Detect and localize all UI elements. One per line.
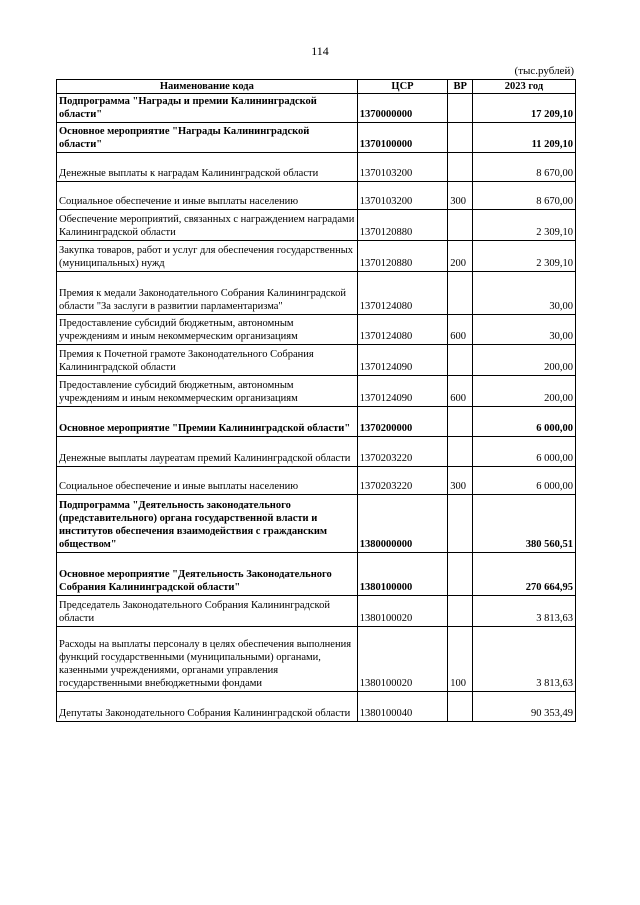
cell-vr bbox=[448, 153, 473, 182]
cell-sum: 200,00 bbox=[473, 345, 576, 376]
cell-sum: 2 309,10 bbox=[473, 241, 576, 272]
cell-name: Расходы на выплаты персоналу в целях обеспечения выполнения функций государственными (муниципальными) органами, казенными учреждениями, органами управления государственными внебюджетными фондами bbox=[57, 627, 358, 692]
table-row bbox=[57, 627, 576, 692]
table-row bbox=[57, 272, 576, 315]
cell-name: Социальное обеспечение и иные выплаты населению bbox=[57, 182, 358, 210]
cell-vr: 200 bbox=[448, 241, 473, 272]
cell-sum: 6 000,00 bbox=[473, 407, 576, 437]
table-row bbox=[57, 345, 576, 376]
cell-sum: 3 813,63 bbox=[473, 627, 576, 692]
cell-vr bbox=[448, 210, 473, 241]
cell-csr: 1380100000 bbox=[357, 553, 448, 596]
cell-name: Основное мероприятие "Награды Калининградской области" bbox=[57, 123, 358, 153]
cell-sum: 17 209,10 bbox=[473, 94, 576, 123]
cell-vr bbox=[448, 553, 473, 596]
cell-sum: 3 813,63 bbox=[473, 596, 576, 627]
table-row bbox=[57, 467, 576, 495]
cell-csr: 1370120880 bbox=[357, 241, 448, 272]
cell-csr: 1370103200 bbox=[357, 182, 448, 210]
table-row bbox=[57, 315, 576, 345]
cell-name: Председатель Законодательного Собрания Калининградской области bbox=[57, 596, 358, 627]
cell-csr: 1370203220 bbox=[357, 467, 448, 495]
table-body bbox=[57, 94, 576, 722]
budget-table bbox=[56, 79, 576, 722]
cell-vr: 300 bbox=[448, 467, 473, 495]
table-row bbox=[57, 241, 576, 272]
table-row bbox=[57, 182, 576, 210]
cell-sum: 90 353,49 bbox=[473, 692, 576, 722]
cell-csr: 1370100000 bbox=[357, 123, 448, 153]
table-row bbox=[57, 210, 576, 241]
header-csr: ЦСР bbox=[357, 80, 448, 94]
table-row bbox=[57, 407, 576, 437]
cell-vr bbox=[448, 596, 473, 627]
cell-csr: 1380100020 bbox=[357, 627, 448, 692]
cell-name: Основное мероприятие "Деятельность Законодательного Собрания Калининградской области" bbox=[57, 553, 358, 596]
cell-name: Основное мероприятие "Премии Калининградской области" bbox=[57, 407, 358, 437]
table-header-row bbox=[57, 80, 576, 94]
cell-vr: 600 bbox=[448, 376, 473, 407]
cell-vr: 300 bbox=[448, 182, 473, 210]
cell-name: Премия к Почетной грамоте Законодательного Собрания Калининградской области bbox=[57, 345, 358, 376]
cell-csr: 1370200000 bbox=[357, 407, 448, 437]
cell-csr: 1380000000 bbox=[357, 495, 448, 553]
cell-sum: 8 670,00 bbox=[473, 153, 576, 182]
cell-sum: 6 000,00 bbox=[473, 437, 576, 467]
cell-name: Закупка товаров, работ и услуг для обеспечения государственных (муниципальных) нужд bbox=[57, 241, 358, 272]
cell-vr bbox=[448, 407, 473, 437]
table-row bbox=[57, 495, 576, 553]
cell-name: Премия к медали Законодательного Собрания Калининградской области "За заслуги в развитии парламентаризма" bbox=[57, 272, 358, 315]
table-row bbox=[57, 153, 576, 182]
page-number: 114 bbox=[311, 44, 329, 58]
cell-vr bbox=[448, 495, 473, 553]
cell-sum: 30,00 bbox=[473, 272, 576, 315]
cell-vr bbox=[448, 437, 473, 467]
cell-csr: 1370124090 bbox=[357, 376, 448, 407]
cell-sum: 270 664,95 bbox=[473, 553, 576, 596]
cell-csr: 1370203220 bbox=[357, 437, 448, 467]
cell-csr: 1370124080 bbox=[357, 272, 448, 315]
cell-vr bbox=[448, 345, 473, 376]
cell-csr: 1370120880 bbox=[357, 210, 448, 241]
cell-csr: 1370124090 bbox=[357, 345, 448, 376]
cell-sum: 8 670,00 bbox=[473, 182, 576, 210]
cell-sum: 11 209,10 bbox=[473, 123, 576, 153]
cell-name: Предоставление субсидий бюджетным, автономным учреждениям и иным некоммерческим организациям bbox=[57, 315, 358, 345]
header-vr: ВР bbox=[448, 80, 473, 94]
cell-name: Подпрограмма "Награды и премии Калининградской области" bbox=[57, 94, 358, 123]
cell-name: Денежные выплаты к наградам Калининградской области bbox=[57, 153, 358, 182]
cell-name: Социальное обеспечение и иные выплаты населению bbox=[57, 467, 358, 495]
table-row bbox=[57, 94, 576, 123]
cell-name: Денежные выплаты лауреатам премий Калининградской области bbox=[57, 437, 358, 467]
table-row bbox=[57, 437, 576, 467]
cell-vr bbox=[448, 272, 473, 315]
cell-name: Подпрограмма "Деятельность законодательного (представительного) органа государственной власти и институтов обеспечения взаимодействия с гражданским обществом" bbox=[57, 495, 358, 553]
cell-sum: 30,00 bbox=[473, 315, 576, 345]
table-row bbox=[57, 123, 576, 153]
cell-vr bbox=[448, 123, 473, 153]
cell-sum: 200,00 bbox=[473, 376, 576, 407]
cell-vr bbox=[448, 94, 473, 123]
cell-name: Депутаты Законодательного Собрания Калининградской области bbox=[57, 692, 358, 722]
cell-name: Предоставление субсидий бюджетным, автономным учреждениям и иным некоммерческим организациям bbox=[57, 376, 358, 407]
cell-sum: 2 309,10 bbox=[473, 210, 576, 241]
table-row bbox=[57, 376, 576, 407]
header-name: Наименование кода bbox=[57, 80, 358, 94]
unit-note: (тыс.рублей) bbox=[514, 65, 574, 77]
table-row bbox=[57, 692, 576, 722]
table-row bbox=[57, 553, 576, 596]
table-row bbox=[57, 596, 576, 627]
cell-vr: 100 bbox=[448, 627, 473, 692]
cell-name: Обеспечение мероприятий, связанных с награждением наградами Калининградской области bbox=[57, 210, 358, 241]
header-year: 2023 год bbox=[473, 80, 576, 94]
cell-sum: 6 000,00 bbox=[473, 467, 576, 495]
cell-vr: 600 bbox=[448, 315, 473, 345]
cell-csr: 1380100040 bbox=[357, 692, 448, 722]
cell-csr: 1380100020 bbox=[357, 596, 448, 627]
cell-csr: 1370103200 bbox=[357, 153, 448, 182]
cell-csr: 1370000000 bbox=[357, 94, 448, 123]
cell-sum: 380 560,51 bbox=[473, 495, 576, 553]
cell-vr bbox=[448, 692, 473, 722]
cell-csr: 1370124080 bbox=[357, 315, 448, 345]
